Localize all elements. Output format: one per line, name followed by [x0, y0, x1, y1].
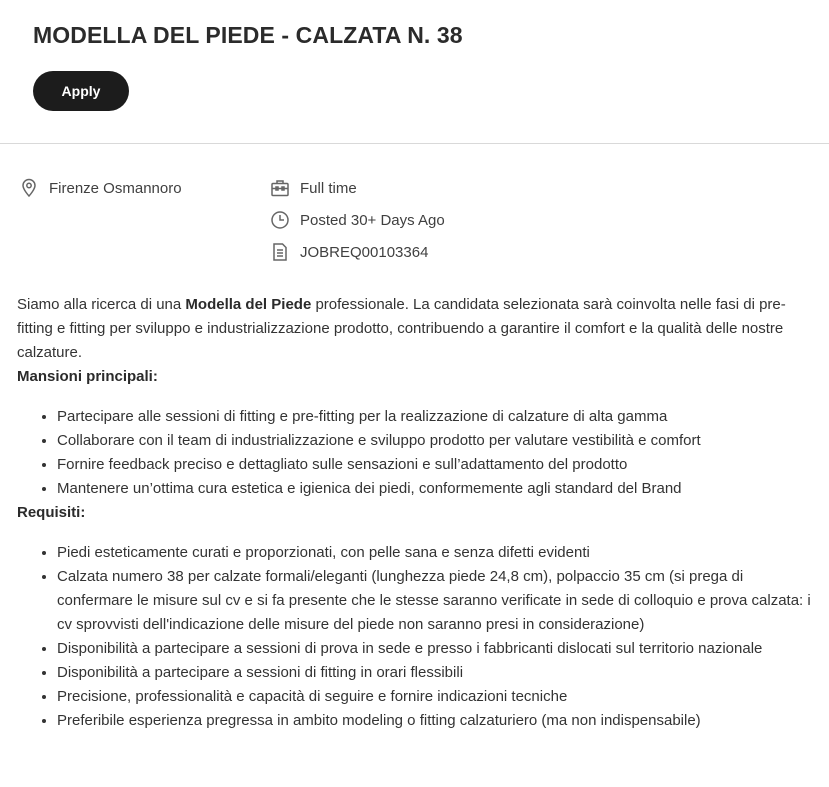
job-employment-type [270, 178, 357, 198]
job-intro-bold: Modella del Piede [185, 296, 312, 313]
list-item: • Collaborare con il team di industrializzazione e sviluppo prodotto per valutare vestibilità e comfort [57, 429, 817, 453]
list-item: • Precisione, professionalità e capacità di seguire e fornire indicazioni tecniche [57, 685, 817, 709]
duties-list [17, 405, 817, 501]
requirements-heading: Requisiti: [17, 504, 86, 521]
list-item: • Partecipare alle sessioni di fitting e pre-fitting per la realizzazione di calzature di alta gamma [57, 405, 817, 429]
list-item: • Disponibilità a partecipare a sessioni di fitting in orari flessibili [57, 661, 817, 685]
job-employment-type-text: Full time [300, 179, 357, 197]
job-posted-date-text: Posted 30+ Days Ago [300, 211, 445, 229]
briefcase-icon [270, 178, 290, 198]
location-pin-icon [19, 178, 39, 198]
duties-heading: Mansioni principali: [17, 368, 158, 385]
job-intro [17, 293, 817, 365]
list-item: • Piedi esteticamente curati e proporzionati, con pelle sana e senza difetti evidenti [57, 541, 817, 565]
job-posted-date [270, 210, 445, 230]
job-intro-before: Siamo alla ricerca di una [17, 296, 186, 313]
list-item: • Fornire feedback preciso e dettagliato sulle sensazioni e sull’adattamento del prodotto [57, 453, 817, 477]
list-item: • Preferibile esperienza pregressa in ambito modeling o fitting calzaturiero (ma non indispensabile) [57, 709, 817, 733]
clock-icon [270, 210, 290, 230]
job-location-text: Firenze Osmannoro [49, 179, 182, 197]
list-item: • Calzata numero 38 per calzate formali/eleganti (lunghezza piede 24,8 cm), polpaccio 35 cm (si prega di confermare le misure sul cv e si fa presente che le stesse saranno verificate in sede di colloquio e prova calzata: i cv sprovvisti dell'indicazione delle misure del piede non saranno presi in considerazione) [57, 565, 817, 637]
job-header [0, 0, 829, 144]
document-icon [270, 242, 290, 262]
job-location [19, 178, 182, 198]
job-requisition-id-text: JOBREQ00103364 [300, 243, 429, 261]
requirements-list [17, 541, 817, 733]
apply-button[interactable]: Apply [33, 71, 129, 111]
job-requisition-id [270, 242, 428, 262]
job-description [17, 293, 817, 733]
list-item: • Disponibilità a partecipare a sessioni di prova in sede e presso i fabbricanti dislocati sul territorio nazionale [57, 637, 817, 661]
job-intro-after: professionale. La candidata selezionata sarà coinvolta nelle fasi di pre-fitting e fitting per sviluppo e industrializzazione prodotto, contribuendo a garantire il comfort e la qualità delle nostre calzature. [17, 296, 786, 361]
list-item: • Mantenere un’ottima cura estetica e igienica dei piedi, conformemente agli standard del Brand [57, 477, 817, 501]
job-title: MODELLA DEL PIEDE - CALZATA N. 38 [33, 22, 463, 48]
